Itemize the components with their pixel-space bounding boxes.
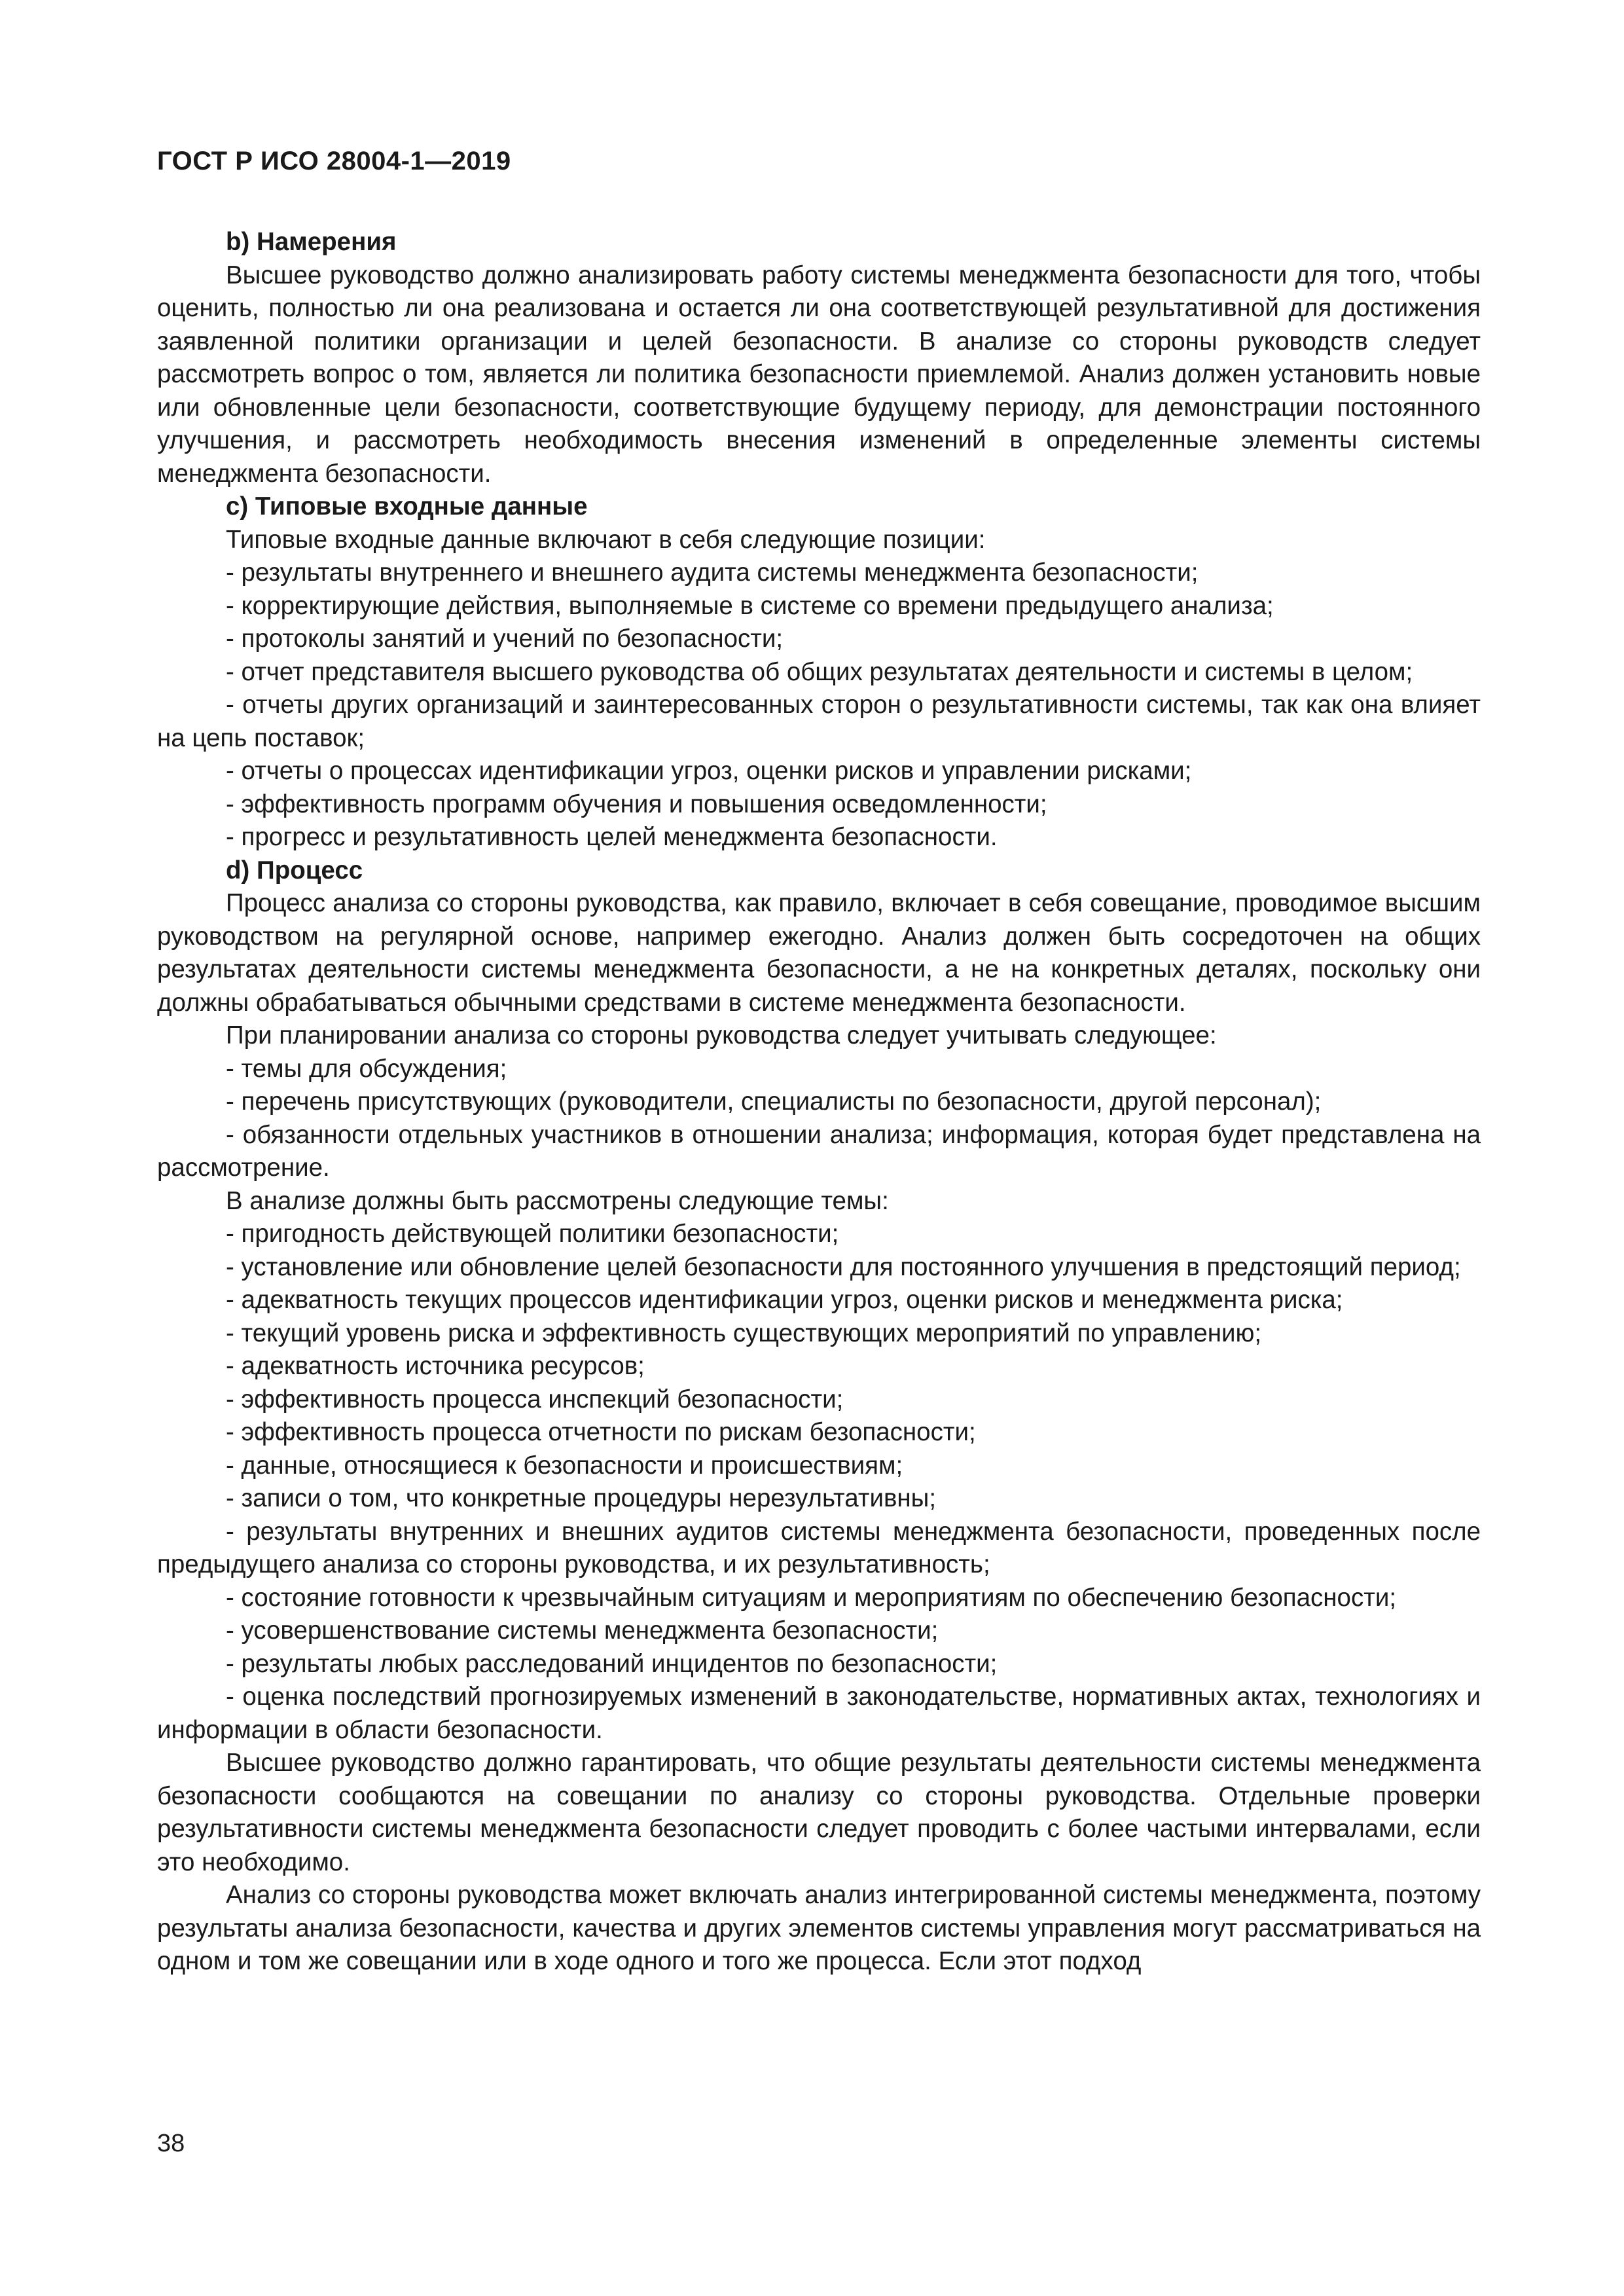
final-paragraph-2: Анализ со стороны руководства может включать анализ интегрированной системы менеджмента, поэтому результаты анализа безопасности, качества и других элементов системы управления могут рассматриваться на одном и том же совещании или в ходе одного и того же процесса. Если этот подход bbox=[157, 1881, 1481, 1975]
list-item: - пригодность действующей политики безопасности; bbox=[226, 1220, 839, 1248]
list-item: - записи о том, что конкретные процедуры нерезультативны; bbox=[226, 1484, 937, 1512]
list-item: - перечень присутствующих (руководители, специалисты по безопасности, другой персонал); bbox=[226, 1087, 1322, 1116]
list-item: - результаты внутреннего и внешнего аудита системы менеджмента безопасности; bbox=[226, 558, 1199, 587]
list-item: - адекватность источника ресурсов; bbox=[226, 1352, 645, 1380]
document-header: ГОСТ Р ИСО 28004-1—2019 bbox=[157, 147, 511, 175]
list-item: - результаты любых расследований инцидентов по безопасности; bbox=[226, 1649, 998, 1678]
list-item: - состояние готовности к чрезвычайным ситуациям и мероприятиям по обеспечению безопасности; bbox=[226, 1583, 1397, 1612]
section-b-paragraph: Высшее руководство должно анализировать работу системы менеджмента безопасности для того, чтобы оценить, полностью ли она реализована и остается ли она соответствующей результативной для достижения заявленной политики организации и целей безопасности. В анализе со стороны руководств следует рассмотреть вопрос о том, является ли политика безопасности приемлемой. Анализ должен установить новые или обновленные цели безопасности, соответствующие будущему периоду, для демонстрации постоянного улучшения, и рассмотреть необходимость внесения изменений в определенные элементы системы менеджмента безопасности. bbox=[157, 261, 1481, 488]
list-item: - эффективность процесса инспекций безопасности; bbox=[226, 1385, 844, 1413]
list-item: - установление или обновление целей безопасности для постоянного улучшения в предстоящий период; bbox=[226, 1252, 1461, 1281]
section-c-title: c) Типовые входные данные bbox=[226, 492, 588, 520]
final-paragraph-1: Высшее руководство должно гарантировать, что общие результаты деятельности системы менеджмента безопасности сообщаются на совещании по анализу со стороны руководства. Отдельные проверки результативности системы менеджмента безопасности следует проводить с более частыми интервалами, если это необходимо. bbox=[157, 1749, 1481, 1876]
page-number: 38 bbox=[157, 2130, 185, 2157]
section-c-intro: Типовые входные данные включают в себя следующие позиции: bbox=[226, 525, 986, 554]
document-body bbox=[157, 226, 1481, 1978]
list-item: - отчеты о процессах идентификации угроз, оценки рисков и управлении рисками; bbox=[226, 757, 1192, 785]
list-item: - данные, относящиеся к безопасности и происшествиям; bbox=[226, 1451, 903, 1480]
list-item: - обязанности отдельных участников в отношении анализа; информация, которая будет представлена на рассмотрение. bbox=[157, 1120, 1481, 1182]
list-item: - протоколы занятий и учений по безопасности; bbox=[226, 625, 784, 653]
list-item: - результаты внутренних и внешних аудитов системы менеджмента безопасности, проведенных после предыдущего анализа со стороны руководства, и их результативность; bbox=[157, 1517, 1481, 1578]
list-item: - адекватность текущих процессов идентификации угроз, оценки рисков и менеджмента риска; bbox=[226, 1286, 1343, 1314]
list-item: - усовершенствование системы менеджмента безопасности; bbox=[226, 1616, 939, 1645]
list-item: - эффективность программ обучения и повышения осведомленности; bbox=[226, 790, 1047, 818]
topics-intro: В анализе должны быть рассмотрены следующие темы: bbox=[226, 1186, 889, 1215]
planning-intro: При планировании анализа со стороны руководства следует учитывать следующее: bbox=[226, 1021, 1217, 1049]
list-item: - прогресс и результативность целей менеджмента безопасности. bbox=[226, 823, 998, 851]
list-item: - оценка последствий прогнозируемых изменений в законодательстве, нормативных актах, технологиях и информации в области безопасности. bbox=[157, 1683, 1481, 1744]
list-item: - отчет представителя высшего руководства об общих результатах деятельности и системы в целом; bbox=[226, 657, 1413, 686]
list-item: - темы для обсуждения; bbox=[226, 1054, 507, 1083]
list-item: - эффективность процесса отчетности по рискам безопасности; bbox=[226, 1418, 976, 1446]
list-item: - корректирующие действия, выполняемые в системе со времени предыдущего анализа; bbox=[226, 591, 1274, 620]
section-d-title: d) Процесс bbox=[226, 856, 363, 884]
list-item: - отчеты других организаций и заинтересованных сторон о результативности системы, так как она влияет на цепь поставок; bbox=[157, 691, 1481, 752]
section-d-paragraph: Процесс анализа со стороны руководства, как правило, включает в себя совещание, проводимое высшим руководством на регулярной основе, например ежегодно. Анализ должен быть сосредоточен на общих результатах деятельности системы менеджмента безопасности, а не на конкретных деталях, поскольку они должны обрабатываться обычными средствами в системе менеджмента безопасности. bbox=[157, 889, 1481, 1017]
section-b-title: b) Намерения bbox=[226, 228, 397, 256]
list-item: - текущий уровень риска и эффективность существующих мероприятий по управлению; bbox=[226, 1319, 1262, 1347]
document-page bbox=[157, 0, 1481, 2296]
